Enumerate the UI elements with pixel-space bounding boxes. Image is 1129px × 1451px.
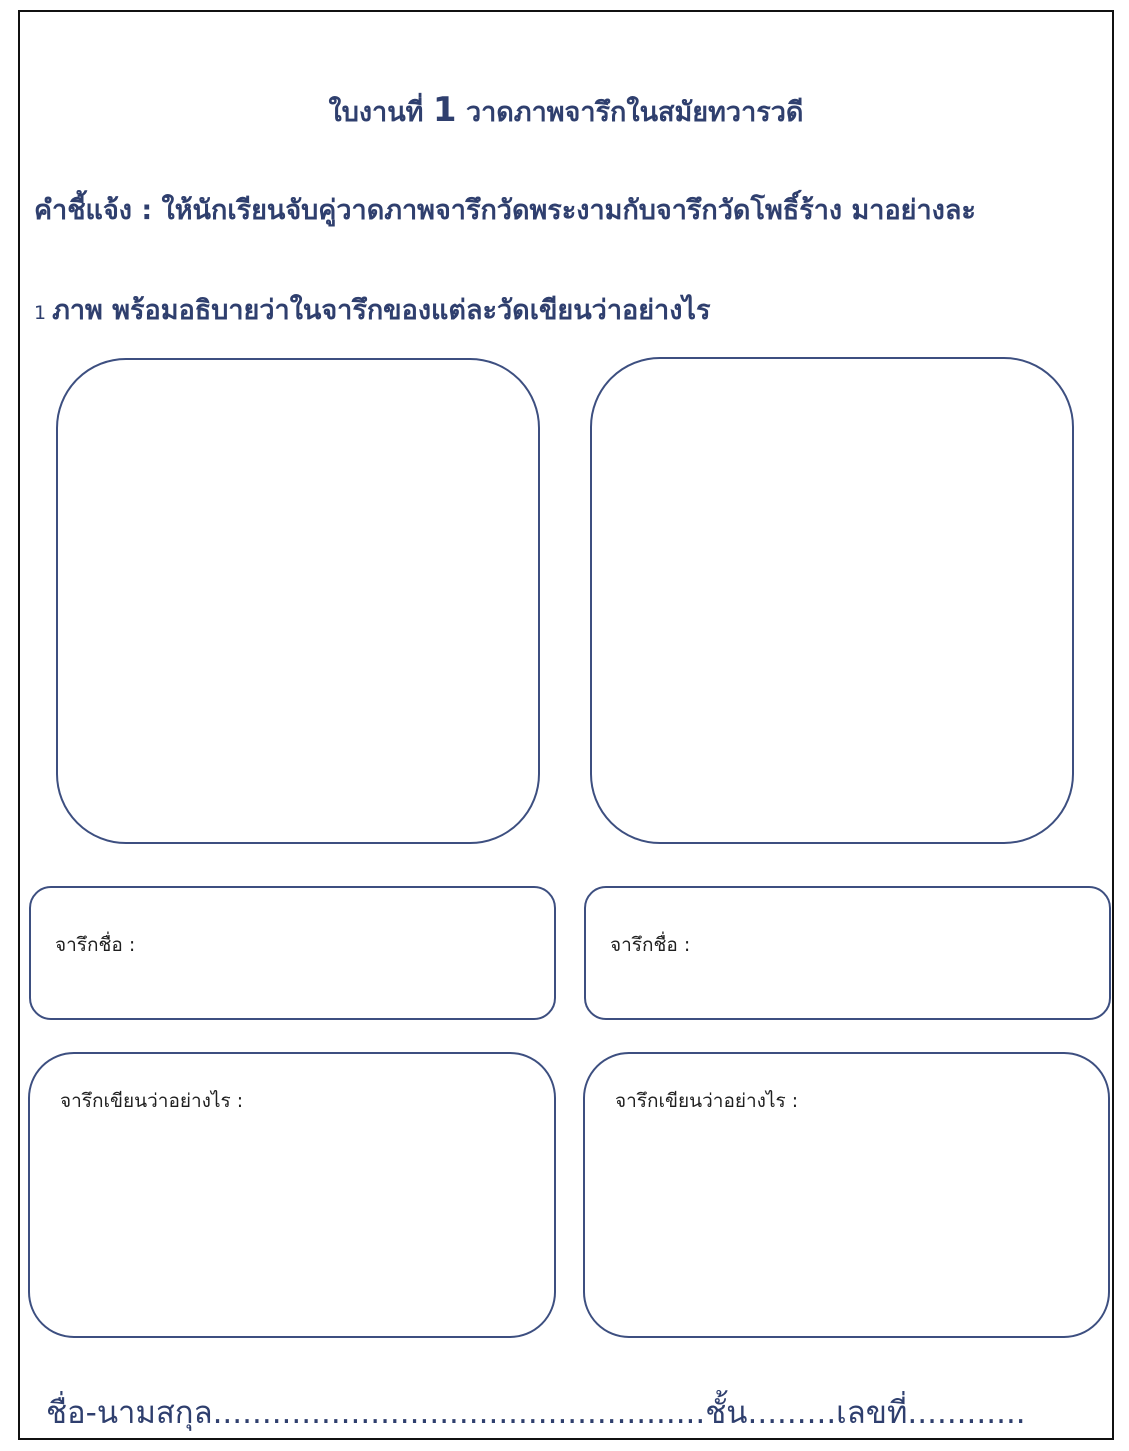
worksheet-frame [18,10,1114,1440]
right-name-box[interactable] [584,886,1111,1020]
title-number: 1 [432,90,457,130]
left-name-label: จารึกชื่อ : [55,934,136,956]
left-description-box[interactable] [28,1052,556,1338]
instruction-number: 1 [34,302,47,324]
title-suffix: วาดภาพจารึกในสมัยทวารวดี [456,97,804,128]
instruction-line-2 [34,288,710,331]
right-description-box[interactable] [583,1052,1110,1338]
left-drawing-area[interactable] [56,358,540,844]
title-prefix: ใบงานที่ [328,97,433,128]
instruction-line-1: คำชี้แจ้ง : ให้นักเรียนจับคู่วาดภาพจารึกวัดพระงามกับจารึกวัดโพธิ์ร้าง มาอย่างละ [34,195,976,226]
worksheet-title [20,90,1112,133]
student-info-line: ชื่อ-นามสกุล..................................................ชั้น.........เลขที่............ [46,1395,1026,1431]
right-drawing-area[interactable] [590,357,1074,844]
left-name-box[interactable] [29,886,556,1020]
right-name-label: จารึกชื่อ : [610,934,691,956]
right-description-label: จารึกเขียนว่าอย่างไร : [615,1090,799,1112]
instruction-text: ภาพ พร้อมอธิบายว่าในจารึกของแต่ละวัดเขียนว่าอย่างไร [52,295,711,326]
left-description-label: จารึกเขียนว่าอย่างไร : [60,1090,244,1112]
